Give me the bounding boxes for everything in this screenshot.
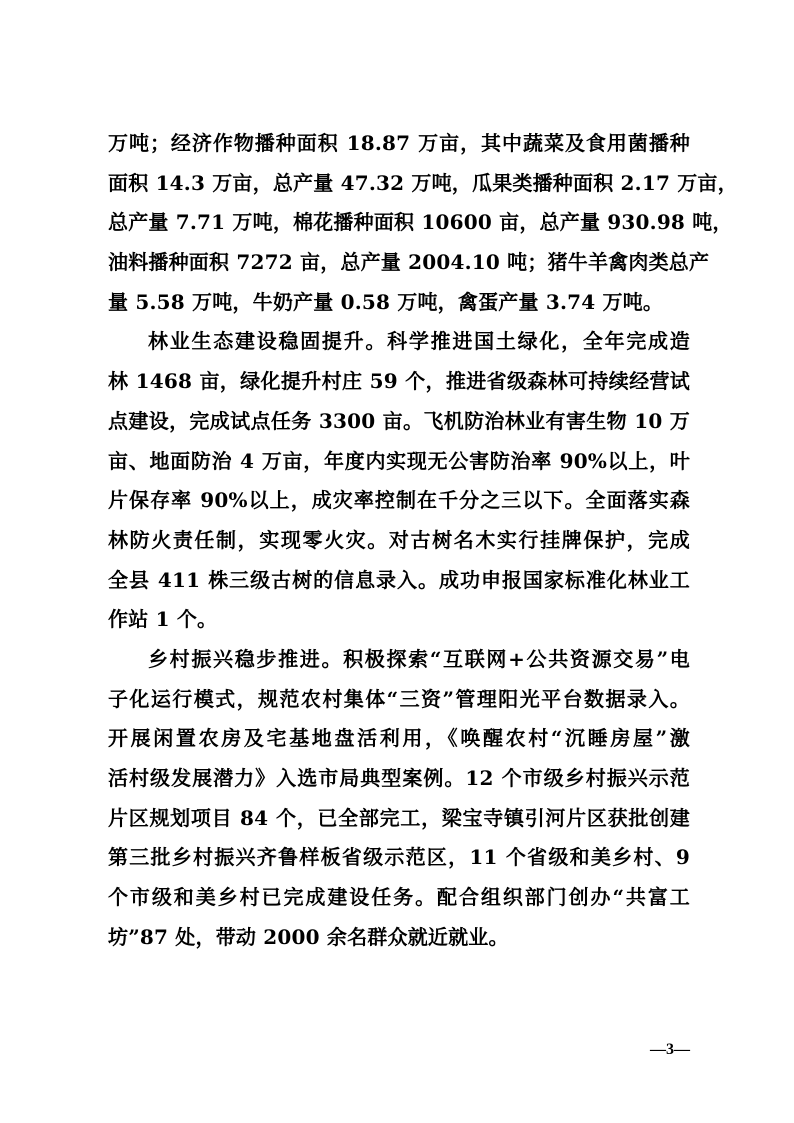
text-line: 面积 14.3 万亩，总产量 47.32 万吨，瓜果类播种面积 2.17 万亩， xyxy=(108,170,738,195)
text-line: 量 5.58 万吨，牛奶产量 0.58 万吨，禽蛋产量 3.74 万吨。 xyxy=(108,289,664,314)
text-line: 亩、地面防治 4 万亩，年度内实现无公害防治率 90%以上，叶 xyxy=(108,448,690,473)
text-line: 林业生态建设稳固提升。科学推进国土绿化，全年完成造 xyxy=(148,329,690,354)
paragraph-rural-revitalization xyxy=(108,640,690,958)
text-line: 片保存率 90%以上，成灾率控制在千分之三以下。全面落实森 xyxy=(108,488,690,513)
text-line: 开展闲置农房及宅基地盘活利用，《唤醒农村“沉睡房屋”激 xyxy=(108,726,690,751)
page-number: —3— xyxy=(650,1041,690,1058)
text-line: 油料播种面积 7272 亩，总产量 2004.10 吨；猪牛羊禽肉类总产 xyxy=(108,250,710,275)
text-line: 坊”87 处，带动 2000 余名群众就近就业。 xyxy=(108,924,509,949)
text-line: 个市级和美乡村已完成建设任务。配合组织部门创办“共富工 xyxy=(108,885,690,910)
text-line: 总产量 7.71 万吨，棉花播种面积 10600 亩，总产量 930.98 吨， xyxy=(108,210,733,235)
text-line: 第三批乡村振兴齐鲁样板省级示范区，11 个省级和美乡村、9 xyxy=(108,845,690,870)
text-line: 作站 1 个。 xyxy=(108,607,218,632)
body-text xyxy=(108,124,738,957)
text-line: 全县 411 株三级古树的信息录入。成功申报国家标准化林业工 xyxy=(108,567,690,592)
text-line: 林 1468 亩，绿化提升村庄 59 个，推进省级森林可持续经营试 xyxy=(108,369,690,394)
text-line: 子化运行模式，规范农村集体“三资”管理阳光平台数据录入。 xyxy=(108,686,690,711)
text-line: 万吨；经济作物播种面积 18.87 万亩，其中蔬菜及食用菌播种 xyxy=(108,131,690,155)
text-line: 林防火责任制，实现零火灾。对古树名木实行挂牌保护，完成 xyxy=(108,527,690,552)
text-line: 片区规划项目 84 个，已全部完工，梁宝寺镇引河片区获批创建 xyxy=(108,805,690,830)
paragraph-agricultural-output xyxy=(108,124,738,322)
text-line: 乡村振兴稳步推进。积极探索“互联网+公共资源交易”电 xyxy=(148,646,690,671)
paragraph-forestry-ecology xyxy=(108,322,690,640)
text-line: 活村级发展潜力》入选市局典型案例。12 个市级乡村振兴示范 xyxy=(108,766,690,790)
text-line: 点建设，完成试点任务 3300 亩。飞机防治林业有害生物 10 万 xyxy=(108,408,690,433)
